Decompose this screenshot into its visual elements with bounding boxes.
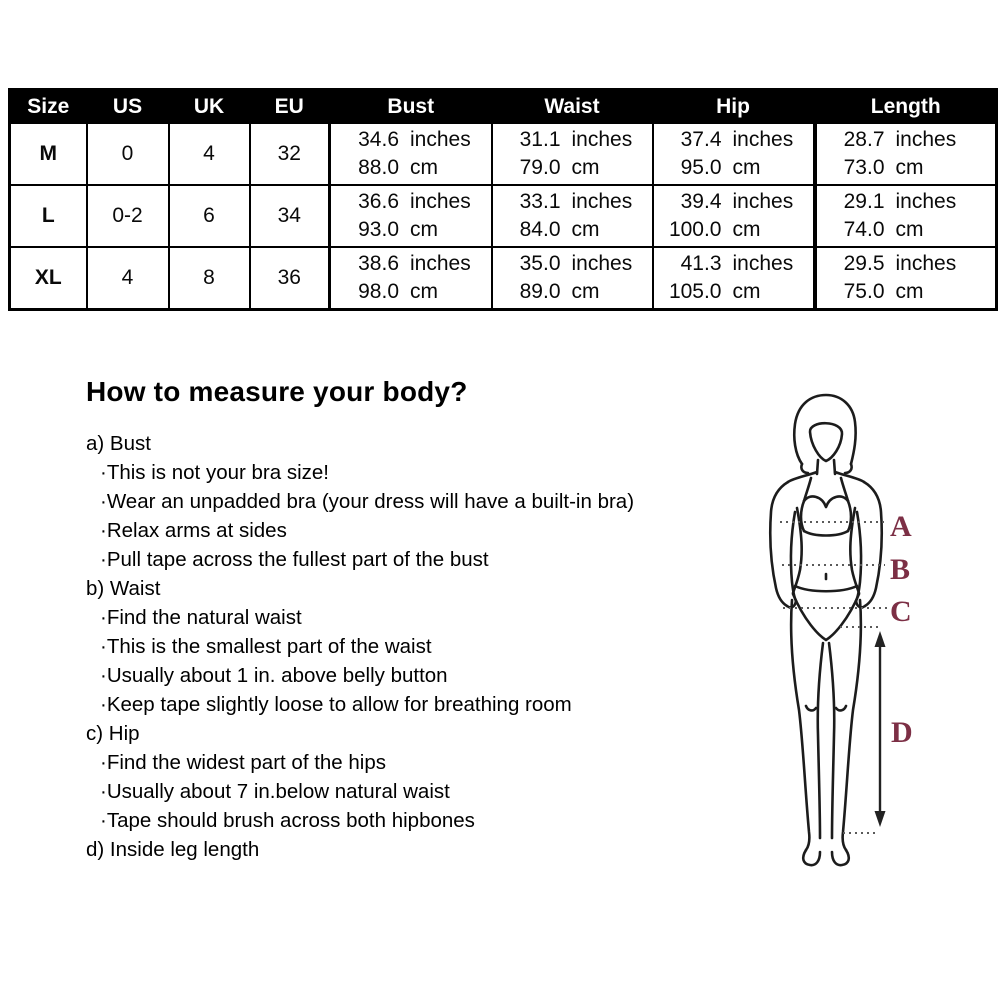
hair-left-flip bbox=[801, 464, 808, 473]
label-inseam-d: D bbox=[891, 716, 913, 749]
col-header-size: Size bbox=[10, 90, 87, 124]
guide-item: ·Pull tape across the fullest part of the bust bbox=[100, 548, 489, 571]
cell-uk: 4 bbox=[169, 123, 250, 185]
bra-underband bbox=[804, 531, 848, 536]
cell-size: M bbox=[10, 123, 87, 185]
right-leg-outer bbox=[843, 600, 861, 850]
cell-waist: 35.0 inches 89.0 cm bbox=[492, 247, 653, 310]
table-row-xl bbox=[10, 247, 997, 310]
knee-marks bbox=[806, 706, 846, 710]
cell-bust: 36.6 inches 93.0 cm bbox=[330, 185, 492, 247]
left-foot bbox=[803, 850, 820, 865]
cell-hip: 37.4 inches 95.0 cm bbox=[653, 123, 815, 185]
hair-right-flip bbox=[845, 464, 852, 473]
cell-us: 4 bbox=[87, 247, 169, 310]
cell-eu: 36 bbox=[250, 247, 330, 310]
cell-eu: 34 bbox=[250, 185, 330, 247]
inseam-arrow-head-bottom bbox=[875, 811, 886, 827]
cell-waist: 33.1 inches 84.0 cm bbox=[492, 185, 653, 247]
face bbox=[810, 423, 842, 461]
guide-item: ·Find the natural waist bbox=[100, 606, 302, 629]
right-leg-inner bbox=[829, 643, 834, 838]
guide-item: ·This is the smallest part of the waist bbox=[100, 635, 432, 658]
right-arm bbox=[864, 482, 882, 606]
col-header-length: Length bbox=[815, 90, 997, 124]
cell-uk: 6 bbox=[169, 185, 250, 247]
section-hip-label: c) Hip bbox=[86, 722, 140, 745]
col-header-hip: Hip bbox=[653, 90, 815, 124]
section-waist-label: b) Waist bbox=[86, 577, 161, 600]
guide-item: ·This is not your bra size! bbox=[100, 461, 329, 484]
section-bust-label: a) Bust bbox=[86, 432, 151, 455]
cell-hip: 41.3 inches 105.0 cm bbox=[653, 247, 815, 310]
cell-us: 0 bbox=[87, 123, 169, 185]
header-row bbox=[10, 90, 997, 124]
guide-item: ·Tape should brush across both hipbones bbox=[100, 809, 475, 832]
panty bbox=[793, 594, 859, 640]
cell-size: XL bbox=[10, 247, 87, 310]
cell-length: 29.5 inches 75.0 cm bbox=[815, 247, 997, 310]
cell-bust: 34.6 inches 88.0 cm bbox=[330, 123, 492, 185]
col-header-us: US bbox=[87, 90, 169, 124]
cell-bust: 38.6 inches 98.0 cm bbox=[330, 247, 492, 310]
guide-item: ·Relax arms at sides bbox=[100, 519, 287, 542]
guide-item: ·Wear an unpadded bra (your dress will have a built-in bra) bbox=[100, 490, 635, 513]
cell-eu: 32 bbox=[250, 123, 330, 185]
left-leg-inner bbox=[818, 643, 823, 838]
guide-item: ·Keep tape slightly loose to allow for breathing room bbox=[100, 693, 572, 716]
size-chart-table bbox=[8, 88, 998, 311]
col-header-waist: Waist bbox=[492, 90, 653, 124]
measure-guide bbox=[86, 376, 736, 864]
shoulders bbox=[788, 472, 864, 482]
col-header-bust: Bust bbox=[330, 90, 492, 124]
inseam-arrow-head-top bbox=[875, 631, 886, 647]
col-header-uk: UK bbox=[169, 90, 250, 124]
section-inseam-label: d) Inside leg length bbox=[86, 838, 260, 861]
panty-top bbox=[795, 586, 857, 591]
inseam-arrow bbox=[875, 631, 886, 827]
label-bust-a: A bbox=[890, 510, 912, 543]
body-figure bbox=[758, 390, 918, 882]
left-leg-outer bbox=[791, 600, 809, 850]
left-arm bbox=[770, 482, 788, 606]
hair bbox=[794, 395, 855, 464]
cell-hip: 39.4 inches 100.0 cm bbox=[653, 185, 815, 247]
guide-item: ·Find the widest part of the hips bbox=[100, 751, 387, 774]
table-row-m bbox=[10, 123, 997, 185]
cell-us: 0-2 bbox=[87, 185, 169, 247]
body-measurement-figure bbox=[758, 390, 918, 882]
cell-waist: 31.1 inches 79.0 cm bbox=[492, 123, 653, 185]
cell-length: 29.1 inches 74.0 cm bbox=[815, 185, 997, 247]
col-header-eu: EU bbox=[250, 90, 330, 124]
cell-length: 28.7 inches 73.0 cm bbox=[815, 123, 997, 185]
woman-outline bbox=[770, 395, 882, 865]
guide-item: ·Usually about 7 in.below natural waist bbox=[100, 780, 450, 803]
cell-uk: 8 bbox=[169, 247, 250, 310]
guide-item: ·Usually about 1 in. above belly button bbox=[100, 664, 448, 687]
cell-size: L bbox=[10, 185, 87, 247]
table-row-l bbox=[10, 185, 997, 247]
label-hip-c: C bbox=[890, 595, 912, 628]
guide-title: How to measure your body? bbox=[86, 376, 468, 407]
right-foot bbox=[832, 850, 849, 865]
figure-labels bbox=[890, 510, 913, 749]
label-waist-b: B bbox=[890, 553, 911, 586]
bra-cups bbox=[804, 496, 848, 507]
